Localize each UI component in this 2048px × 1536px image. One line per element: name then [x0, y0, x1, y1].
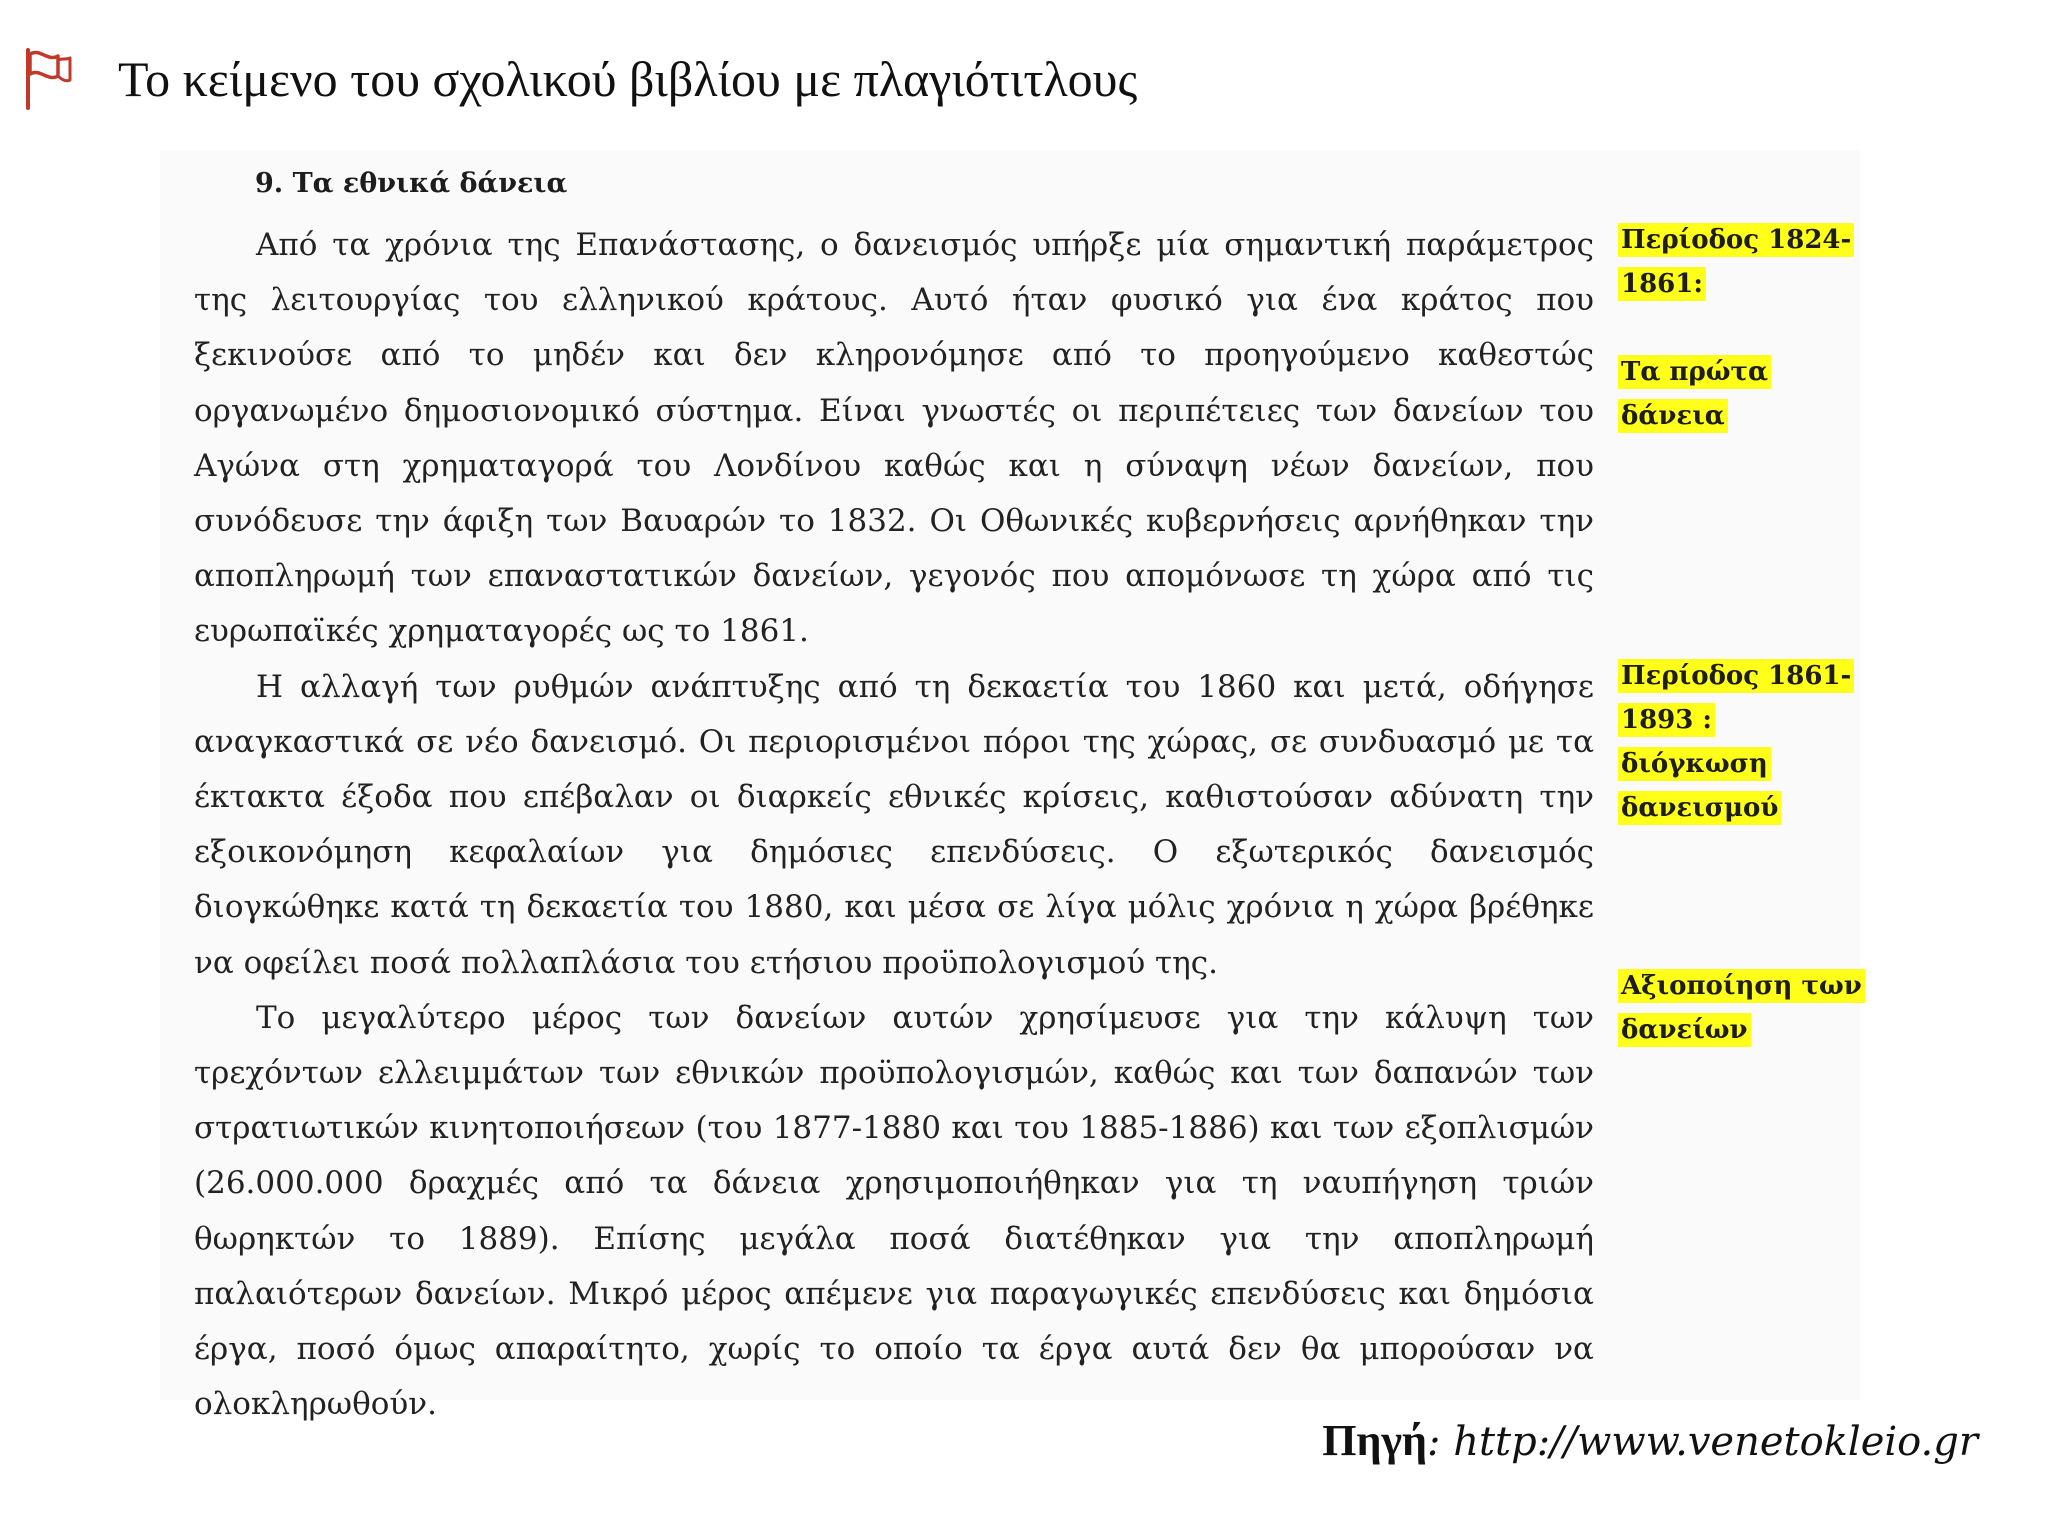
margin-note-period-1861-1893	[1618, 654, 1858, 830]
margin-note-text: Τα πρώτα δάνεια	[1618, 355, 1771, 433]
margin-note-loan-usage	[1618, 964, 1868, 1052]
section-heading: 9. Τα εθνικά δάνεια	[255, 168, 568, 199]
paragraph-1: Από τα χρόνια της Επανάστασης, ο δανεισμός υπήρξε μία σημαντική παράμετρος της λειτουργίας του ελληνικού κράτους. Αυτό ήταν φυσικό για ένα κράτος που ξεκινούσε από το μηδέν και δεν κληρονόμησε από το προηγούμενο καθεστώς οργανωμένο δημοσιονομικό σύστημα. Είναι γνωστές οι περιπέτειες των δανείων του Αγώνα στη χρηματαγορά του Λονδίνου καθώς και η σύναψη νέων δανείων, που συνόδευσε την άφιξη των Βαυαρών το 1832. Οι Οθωνικές κυβερνήσεις αρνήθηκαν την αποπληρωμή των επαναστατικών δανείων, γεγονός που απομόνωσε τη χώρα από τις ευρωπαϊκές χρηματαγορές ως το 1861.	[194, 227, 1594, 650]
margin-note-first-loans	[1618, 350, 1858, 438]
margin-note-text: Περίοδος 1824- 1861:	[1618, 223, 1854, 301]
margin-note-period-1824-1861	[1618, 218, 1858, 306]
textbook-page-image	[160, 150, 1862, 1423]
textbook-body	[194, 218, 1594, 1432]
paragraph-2: Η αλλαγή των ρυθμών ανάπτυξης από τη δεκαετία του 1860 και μετά, οδήγησε αναγκαστικά σε νέο δανεισμό. Οι περιορισμένοι πόροι της χώρας, σε συνδυασμό με τα έκτακτα έξοδα που επέβαλαν οι διαρκείς εθνικές κρίσεις, καθιστούσαν αδύνατη την εξοικονόμηση κεφαλαίων για δημόσιες επενδύσεις. Ο εξωτερικός δανεισμός διογκώθηκε κατά τη δεκαετία του 1880, και μέσα σε λίγα μόλις χρόνια η χώρα βρέθηκε να οφείλει ποσά πολλαπλάσια του ετήσιου προϋπολογισμού της.	[194, 668, 1594, 981]
paragraph-3: Το μεγαλύτερο μέρος των δανείων αυτών χρησίμευσε για την κάλυψη των τρεχόντων ελλειμμάτων των εθνικών προϋπολογισμών, καθώς και των δαπανών των στρατιωτικών κινητοποιήσεων (του 1877-1880 και του 1885-1886) και των εξοπλισμών (26.000.000 δραχμές από τα δάνεια χρησιμοποιήθηκαν για τη ναυπήγηση τριών θωρηκτών το 1889). Επίσης μεγάλα ποσά διατέθηκαν για την αποπληρωμή παλαιότερων δανείων. Μικρό μέρος απέμενε για παραγωγικές επενδύσεις και δημόσια έργα, ποσό όμως απαραίτητο, χωρίς το οποίο τα έργα αυτά δεν θα μπορούσαν να ολοκληρωθούν.	[194, 999, 1594, 1423]
source-citation	[1322, 1415, 1978, 1466]
slide-header	[22, 44, 1137, 114]
margin-note-text: Αξιοποίηση των δανείων	[1618, 969, 1865, 1047]
slide-title: Το κείμενο του σχολικού βιβλίου με πλαγιότιτλους	[118, 51, 1138, 107]
source-url[interactable]: : http://www.venetokleio.gr	[1427, 1419, 1978, 1465]
flag-bullet-icon	[22, 46, 74, 112]
margin-note-text: Περίοδος 1861- 1893 : διόγκωση δανεισμού	[1618, 659, 1854, 825]
source-label: Πηγή	[1322, 1416, 1427, 1465]
